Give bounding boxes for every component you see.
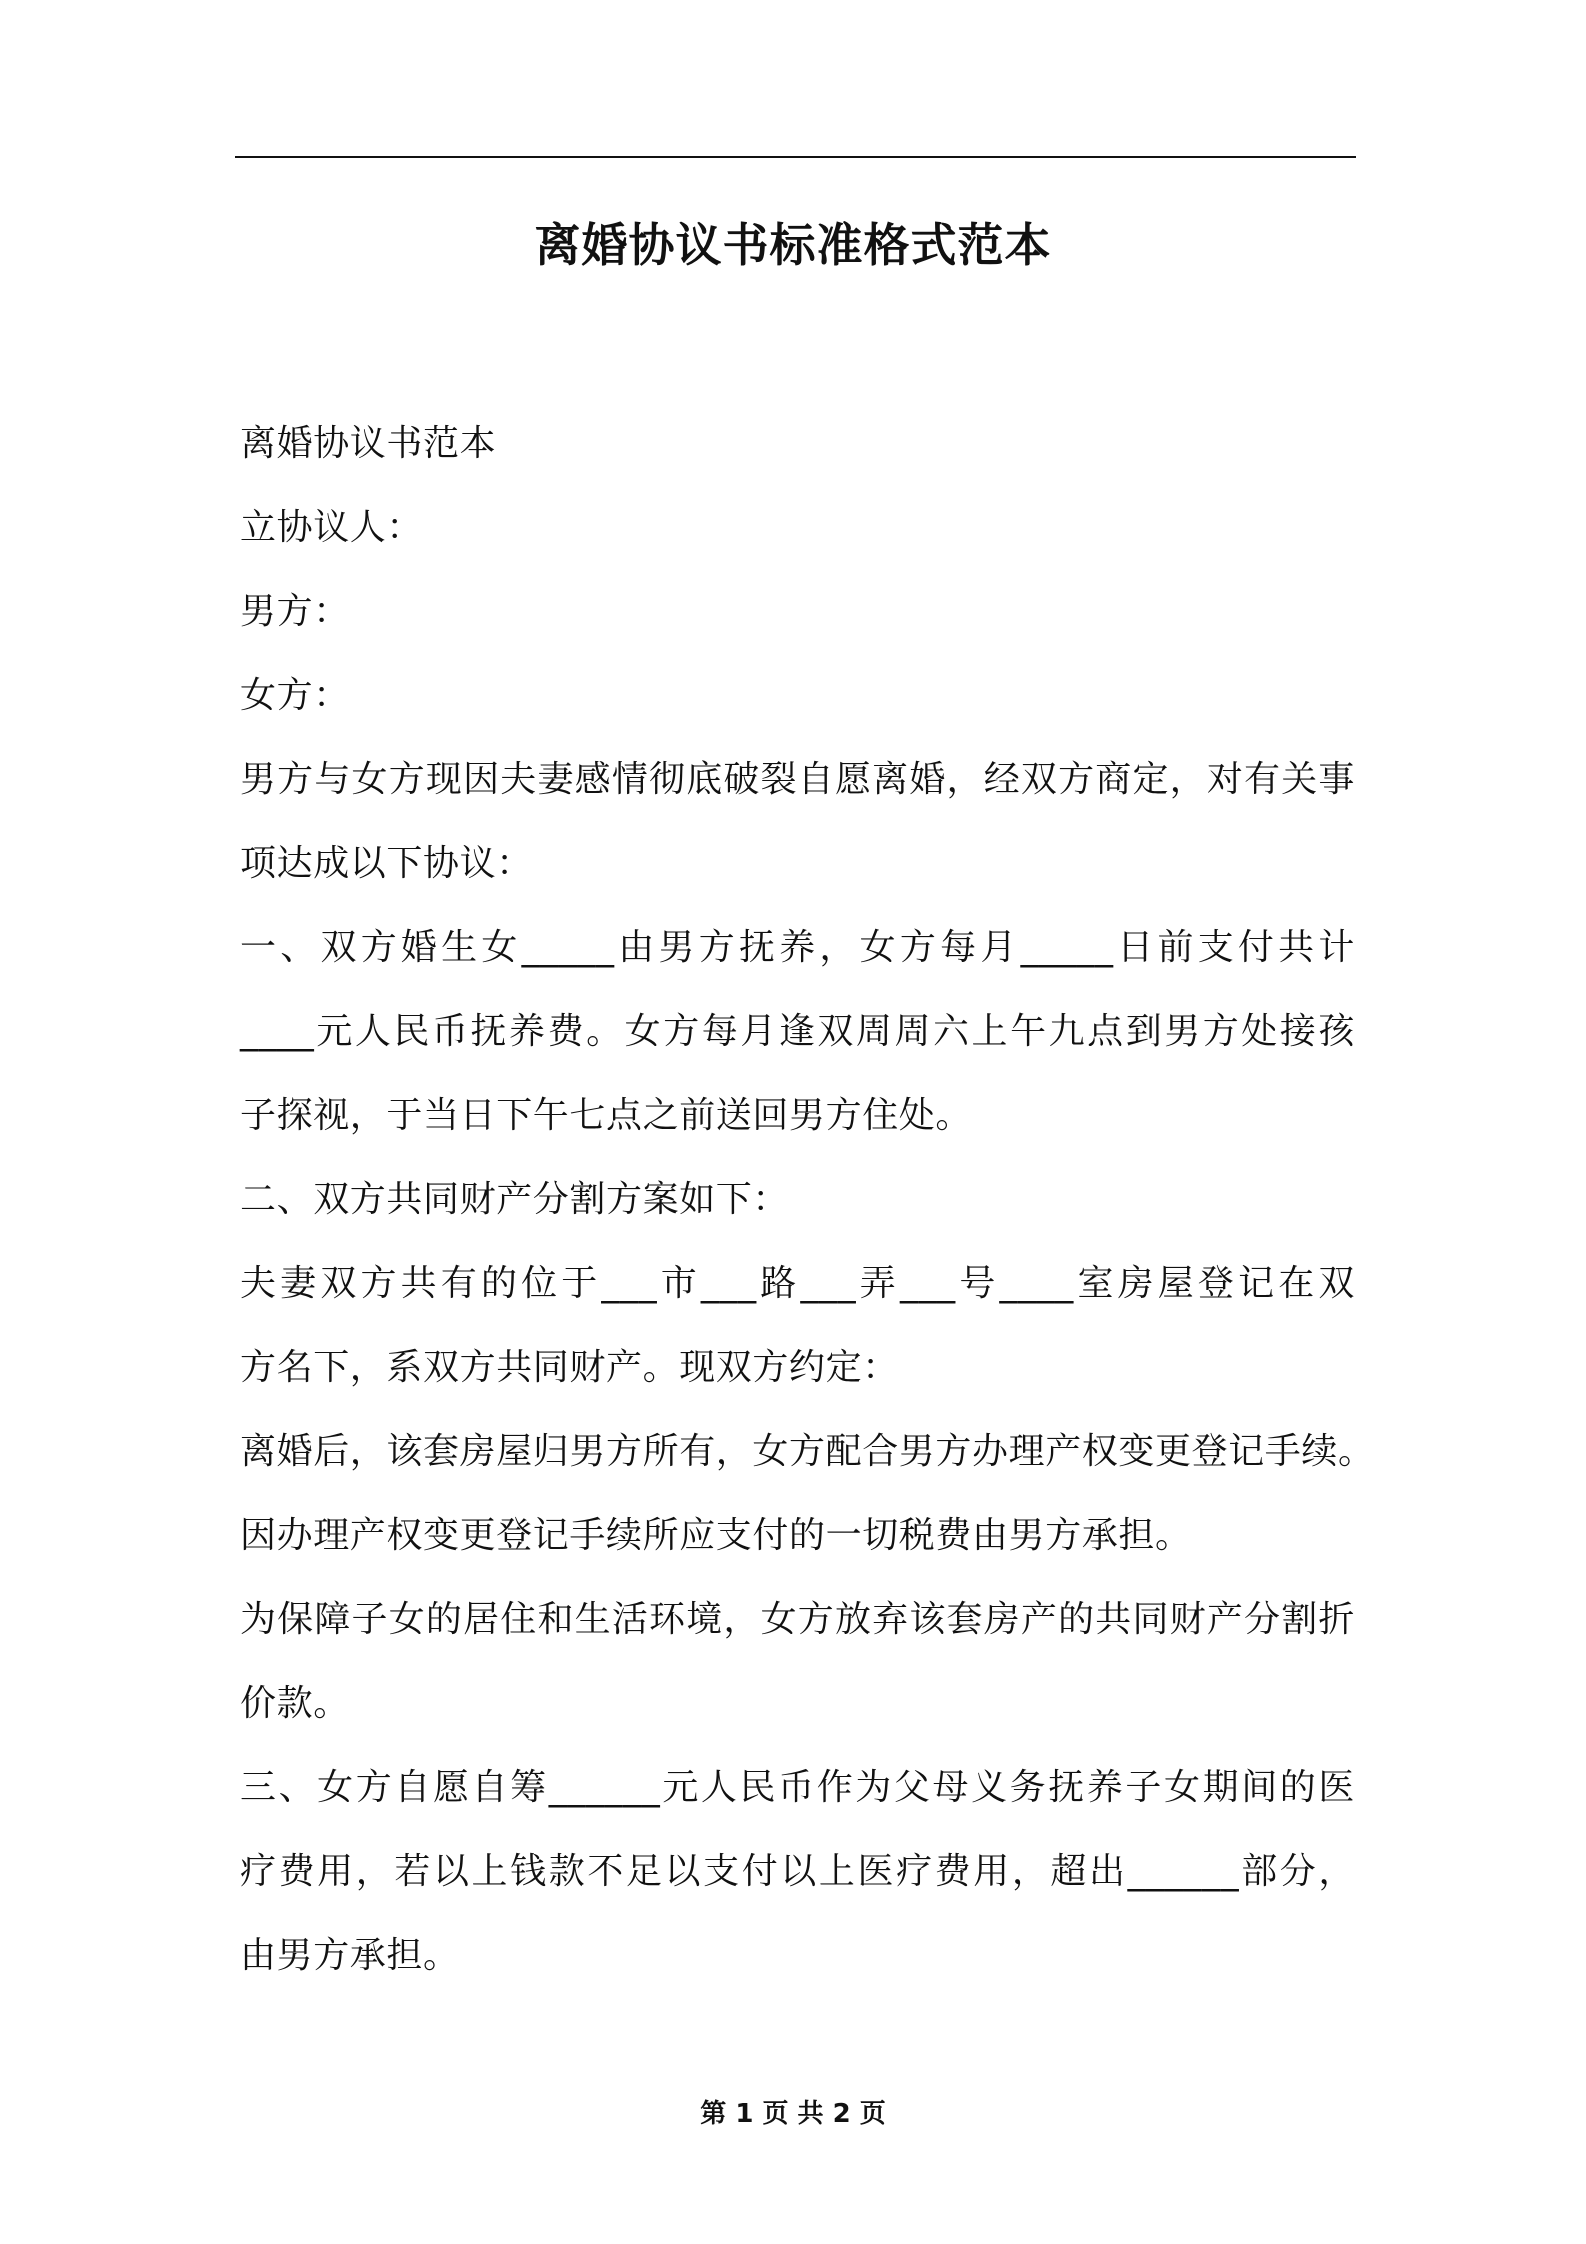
body-line: 方名下，系双方共同财产。现双方约定： (240, 1347, 899, 1388)
body-line: 男方与女方现因夫妻感情彻底破裂自愿离婚，经双方商定，对有关事 (240, 759, 1355, 800)
body-line: 三、女方自愿自筹______元人民币作为父母义务抚养子女期间的医 (240, 1767, 1355, 1808)
body-line: 女方： (240, 675, 350, 716)
body-line: 由男方承担。 (240, 1935, 460, 1976)
body-line: 离婚后，该套房屋归男方所有，女方配合男方办理产权变更登记手续。 (240, 1431, 1375, 1472)
body-line: 立协议人： (240, 507, 424, 548)
body-line: 子探视，于当日下午七点之前送回男方住处。 (240, 1095, 973, 1136)
document-title: 离婚协议书标准格式范本 (534, 218, 1052, 272)
page-number-footer: 第 1 页 共 2 页 (700, 2099, 886, 2129)
document-body (240, 402, 1375, 1998)
body-line: 一、双方婚生女_____由男方抚养，女方每月_____日前支付共计 (240, 927, 1355, 968)
body-line: 夫妻双方共有的位于___市___路___弄___号____室房屋登记在双 (240, 1263, 1355, 1304)
body-line: 男方： (240, 591, 350, 632)
body-line: 疗费用，若以上钱款不足以支付以上医疗费用，超出______部分， (240, 1851, 1355, 1892)
body-line: 项达成以下协议： (240, 843, 533, 884)
body-line: ____元人民币抚养费。女方每月逢双周周六上午九点到男方处接孩 (240, 1011, 1355, 1052)
body-line: 离婚协议书范本 (240, 423, 497, 464)
body-line: 为保障子女的居住和生活环境，女方放弃该套房产的共同财产分割折 (240, 1599, 1355, 1640)
body-line: 因办理产权变更登记手续所应支付的一切税费由男方承担。 (240, 1515, 1192, 1556)
body-line: 价款。 (240, 1683, 350, 1724)
header-rule (235, 156, 1356, 158)
body-line: 二、双方共同财产分割方案如下： (240, 1179, 790, 1220)
